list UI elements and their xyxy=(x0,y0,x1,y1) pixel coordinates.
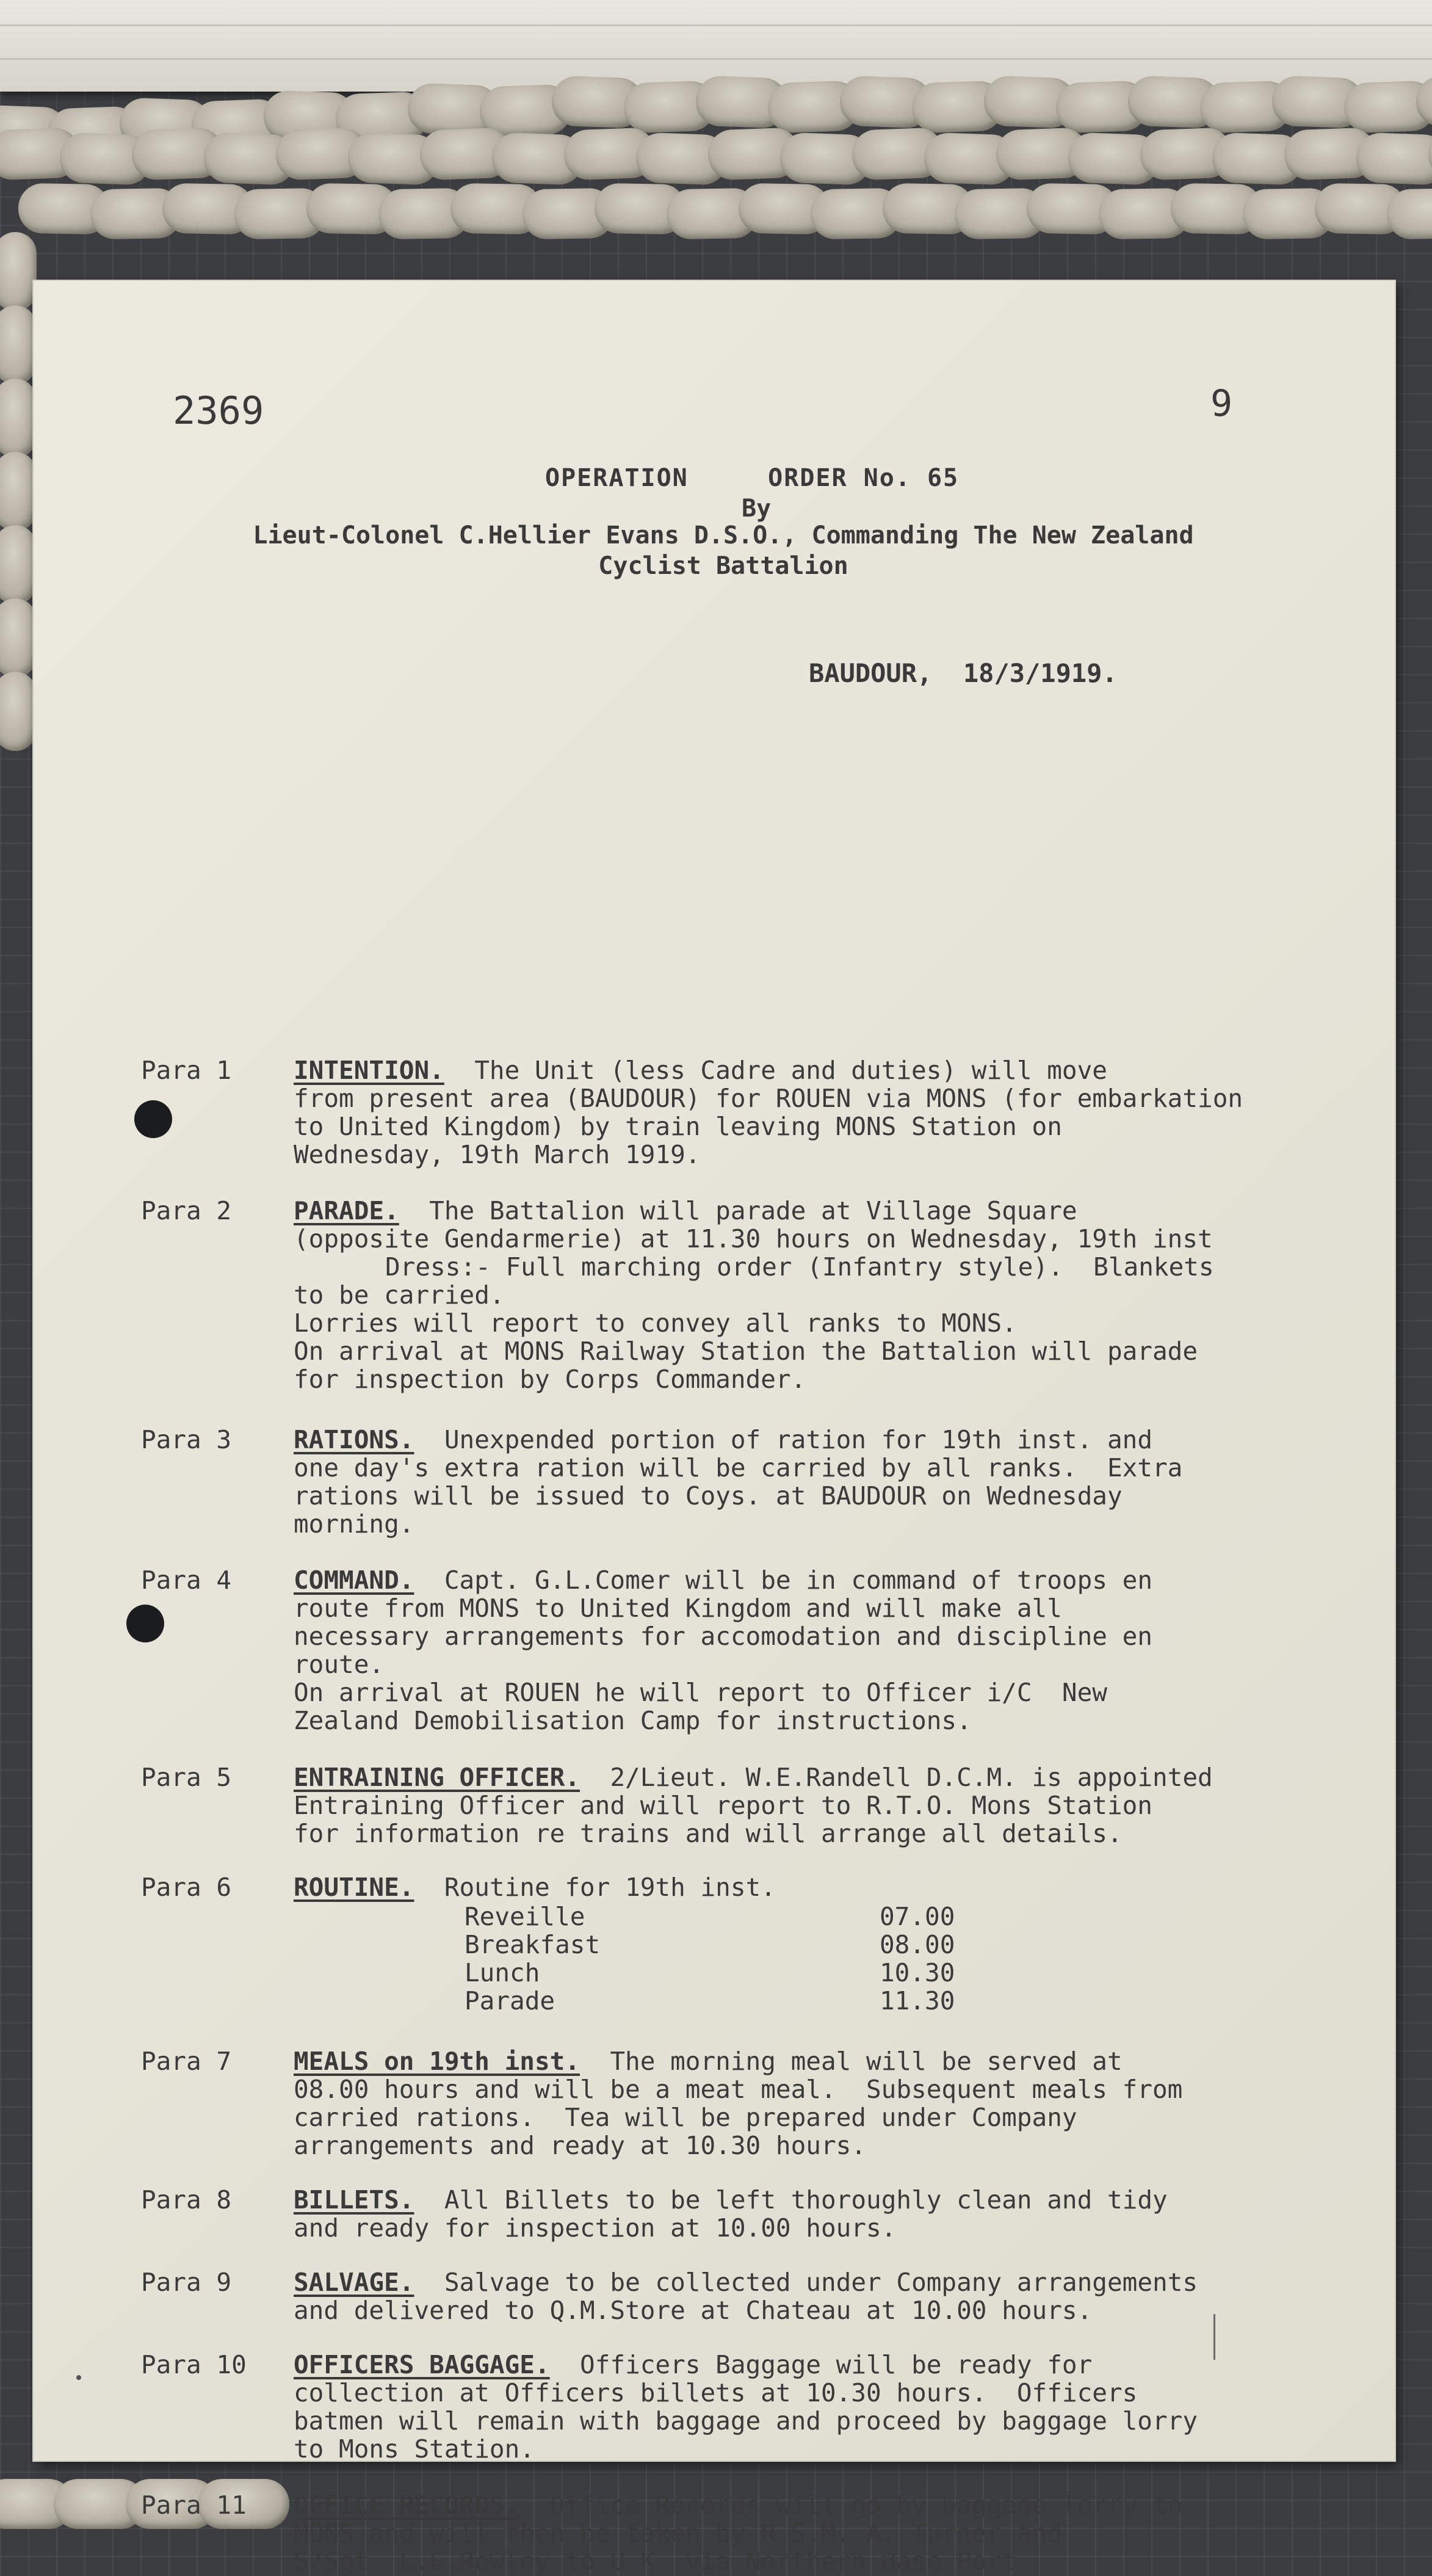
paragraph-heading: BILLETS. xyxy=(294,2185,414,2215)
paragraph-line xyxy=(294,2075,1362,2103)
paragraph xyxy=(141,2268,1362,2324)
paragraph-text: morning. xyxy=(294,1509,414,1539)
paragraph-text: MONS and will then be taken by R.S.M. A. Turner and xyxy=(294,2519,1062,2548)
paragraph-number: Para 6 xyxy=(141,1873,232,1902)
paragraph-line xyxy=(294,2132,1362,2160)
paragraph-body xyxy=(294,1566,1362,1735)
paragraph-number: Para 9 xyxy=(141,2268,232,2297)
paragraph xyxy=(141,1873,1362,2015)
paragraph-body xyxy=(294,2268,1362,2324)
paragraph xyxy=(141,1197,1362,1393)
cord-bead xyxy=(0,305,37,385)
paragraph-line xyxy=(294,2491,1362,2519)
paragraph-number: Para 7 xyxy=(141,2047,232,2076)
paragraph-line xyxy=(294,1763,1362,1791)
margin-mark xyxy=(1213,2314,1215,2360)
cord-bead xyxy=(0,379,37,458)
paragraph-body xyxy=(294,1056,1362,1169)
paragraph-line xyxy=(294,1707,1362,1735)
cord-bead xyxy=(0,525,37,604)
paragraph-line xyxy=(294,1594,1362,1622)
paragraph-text: carried rations. Tea will be prepared under Company xyxy=(294,2103,1077,2132)
paragraph-text: for inspection by Corps Commander. xyxy=(294,1365,806,1394)
cord-bead xyxy=(0,232,37,311)
paragraph-text: On arrival at ROUEN he will report to Officer i/C New xyxy=(294,1678,1107,1707)
paragraph-text: to Mons Station. xyxy=(294,2434,535,2464)
paragraph-text: 08.00 hours and will be a meat meal. Subsequent meals from xyxy=(294,2075,1183,2104)
paragraph-line xyxy=(294,1622,1362,1650)
schedule-event: Lunch xyxy=(465,1958,540,1987)
paragraph-line xyxy=(294,2435,1362,2463)
paragraph-line xyxy=(294,1141,1362,1169)
paragraph-text: Wednesday, 19th March 1919. xyxy=(294,1140,701,1169)
paragraph-line xyxy=(294,1510,1362,1538)
schedule-time: 11.30 xyxy=(880,1986,955,2015)
paragraph-text: necessary arrangements for accomodation and discipline en xyxy=(294,1622,1152,1651)
paragraph-body xyxy=(294,1763,1362,1848)
paragraph-text: Office Records will go by baggage lorry to xyxy=(549,2491,1183,2520)
paragraph-text: and delivered to Q.M.Store at Chateau at 10.00 hours. xyxy=(294,2296,1093,2325)
paragraph-number: Para 4 xyxy=(141,1566,232,1595)
paragraph-number: Para 3 xyxy=(141,1425,232,1454)
paragraph xyxy=(141,2351,1362,2463)
paragraph xyxy=(141,2491,1362,2575)
cord-bead xyxy=(0,452,37,531)
schedule-time: 10.30 xyxy=(880,1958,955,1987)
paragraph xyxy=(141,1426,1362,1538)
paragraph-heading: SALVAGE. xyxy=(294,2268,414,2297)
paragraph xyxy=(141,1566,1362,1735)
paragraph-number: Para 5 xyxy=(141,1763,232,1792)
cord-bead xyxy=(0,598,37,678)
paragraph-heading: OFFICE RECORDS. xyxy=(294,2491,520,2520)
paragraph-body xyxy=(294,2491,1362,2575)
paragraph-line xyxy=(294,2047,1362,2075)
paragraph-line xyxy=(294,1056,1362,1084)
paragraph-text: arrangements and ready at 10.30 hours. xyxy=(294,2131,866,2160)
speck xyxy=(76,2375,81,2380)
paragraph-body xyxy=(294,1426,1362,1538)
paragraph-line xyxy=(294,1820,1362,1848)
archive-number: 2369 xyxy=(173,388,264,433)
schedule-event: Parade xyxy=(465,1986,555,2015)
schedule-event: Breakfast xyxy=(465,1930,601,1959)
schedule-row xyxy=(465,1903,1362,1931)
paragraph-line xyxy=(294,1309,1362,1337)
paragraph-number: Para 1 xyxy=(141,1056,232,1085)
paragraph-text: route from MONS to United Kingdom and will make all xyxy=(294,1594,1062,1623)
paragraph-line xyxy=(294,2268,1362,2296)
paragraph-text: 2/Lieut. W.E.Randell D.C.M. is appointed xyxy=(610,1763,1213,1792)
paragraph-text: collection at Officers billets at 10.30 hours. Officers xyxy=(294,2378,1138,2407)
paragraph xyxy=(141,1763,1362,1848)
commander-line xyxy=(143,520,1303,581)
paragraph-text: Dress:- Full marching order (Infantry style). Blankets xyxy=(385,1252,1214,1282)
paragraph-body xyxy=(294,2351,1362,2463)
paragraph-heading: ENTRAINING OFFICER. xyxy=(294,1763,580,1792)
paragraph-text: Zealand Demobilisation Camp for instructions. xyxy=(294,1706,972,1735)
paragraph-text: for information re trains and will arrange all details. xyxy=(294,1819,1123,1848)
place-and-date: BAUDOUR, 18/3/1919. xyxy=(809,658,1118,688)
paragraph xyxy=(141,2047,1362,2160)
paragraph-body xyxy=(294,2047,1362,2160)
paragraph-line xyxy=(294,2547,1362,2575)
paragraph-text: (opposite Gendarmerie) at 11.30 hours on Wednesday, 19th inst xyxy=(294,1224,1213,1254)
schedule-row xyxy=(465,1959,1362,1987)
paragraph-line xyxy=(294,2519,1362,2547)
paragraph-text: S/Sgt. L.E.Rowley to U.K. via Northern Base Port. xyxy=(294,2547,1032,2576)
paragraph-line xyxy=(294,1791,1362,1820)
schedule-time: 07.00 xyxy=(880,1902,955,1931)
paragraph-text: The Unit (less Cadre and duties) will move xyxy=(474,1056,1107,1085)
document-title: OPERATION ORDER No. 65 xyxy=(545,464,960,492)
paragraph-line xyxy=(294,1112,1362,1141)
paragraph-text: All Billets to be left thoroughly clean and tidy xyxy=(444,2185,1168,2215)
paragraph-line xyxy=(294,1454,1362,1482)
paragraph-line xyxy=(294,1426,1362,1454)
paragraph-number: Para 10 xyxy=(141,2350,247,2379)
paragraph-line xyxy=(294,1678,1362,1707)
schedule-event: Reveille xyxy=(465,1902,585,1931)
paragraph-text: route. xyxy=(294,1650,385,1679)
paragraph-text: rations will be issued to Coys. at BAUDOUR on Wednesday xyxy=(294,1481,1123,1511)
paragraph-line xyxy=(294,1873,1362,1901)
paragraph-line xyxy=(294,1365,1362,1393)
paragraph-text: The Battalion will parade at Village Square xyxy=(429,1196,1077,1225)
page-number: 9 xyxy=(1210,382,1233,425)
paragraph-number: Para 2 xyxy=(141,1196,232,1225)
schedule-row xyxy=(465,1931,1362,1959)
routine-schedule xyxy=(465,1903,1362,2015)
paragraph-heading: PARADE. xyxy=(294,1196,399,1225)
paragraph-body xyxy=(294,1197,1362,1393)
paragraph-text: and ready for inspection at 10.00 hours. xyxy=(294,2213,897,2243)
paragraph-text: from present area (BAUDOUR) for ROUEN via MONS (for embarkation xyxy=(294,1084,1243,1113)
paragraph-line xyxy=(294,2296,1362,2324)
paragraph-line xyxy=(294,2186,1362,2214)
paragraph-line xyxy=(294,2103,1362,2132)
paragraph-heading: MEALS on 19th inst. xyxy=(294,2047,580,2076)
paragraph-line xyxy=(294,1084,1362,1112)
paragraph-line xyxy=(294,1253,1362,1281)
paragraph-line xyxy=(294,2379,1362,2407)
paragraph-heading: ROUTINE. xyxy=(294,1873,414,1902)
by-line: By xyxy=(742,495,772,523)
paragraph-text: to United Kingdom) by train leaving MONS Station on xyxy=(294,1112,1062,1141)
paragraph-text: Entraining Officer and will report to R.T.O. Mons Station xyxy=(294,1791,1152,1820)
paragraph-line xyxy=(294,1337,1362,1365)
paragraph-heading: OFFICERS BAGGAGE. xyxy=(294,2350,550,2379)
paragraph xyxy=(141,1056,1362,1169)
paragraph xyxy=(141,2186,1362,2242)
paragraph-text: Lorries will report to convey all ranks to MONS. xyxy=(294,1308,1017,1338)
cord-bead xyxy=(0,672,37,751)
paragraph-body xyxy=(294,2186,1362,2242)
paragraph-body xyxy=(294,1873,1362,2015)
commander-line-2: Cyclist Battalion xyxy=(598,552,848,580)
paragraph-text: to be carried. xyxy=(294,1280,505,1310)
paragraph-line xyxy=(294,1225,1362,1253)
paragraph-text: batmen will remain with baggage and proceed by baggage lorry xyxy=(294,2406,1198,2436)
paragraph-number: Para 11 xyxy=(141,2491,247,2520)
schedule-row xyxy=(465,1987,1362,2015)
paragraph-text: one day's extra ration will be carried by all ranks. Extra xyxy=(294,1453,1183,1482)
paragraph-line xyxy=(294,2214,1362,2242)
paragraph-line xyxy=(294,2407,1362,2435)
cord-bead xyxy=(1356,132,1432,185)
paragraph-line xyxy=(294,1197,1362,1225)
paragraph-text: Salvage to be collected under Company arrangements xyxy=(444,2268,1198,2297)
paragraph-text: Unexpended portion of ration for 19th inst. and xyxy=(444,1425,1153,1454)
document-page xyxy=(34,281,1395,2576)
paragraph-text: Officers Baggage will be ready for xyxy=(580,2350,1093,2379)
commander-line-1: Lieut-Colonel C.Hellier Evans D.S.O., Commanding The New Zealand xyxy=(253,521,1194,550)
paragraph-line xyxy=(294,1482,1362,1510)
paragraph-heading: INTENTION. xyxy=(294,1056,444,1085)
paragraph-heading: COMMAND. xyxy=(294,1566,414,1595)
paragraph-text: Routine for 19th inst. xyxy=(444,1873,776,1902)
paragraph-text: Capt. G.L.Comer will be in command of troops en xyxy=(444,1566,1153,1595)
paragraph-number: Para 8 xyxy=(141,2185,232,2215)
paragraph-text: The morning meal will be served at xyxy=(610,2047,1123,2076)
paragraph-line xyxy=(294,1650,1362,1678)
paragraph-line xyxy=(294,1281,1362,1309)
paragraph-line xyxy=(294,2351,1362,2379)
schedule-time: 08.00 xyxy=(880,1930,955,1959)
paragraph-heading: RATIONS. xyxy=(294,1425,414,1454)
paragraph-line xyxy=(294,1566,1362,1594)
paragraph-text: On arrival at MONS Railway Station the Battalion will parade xyxy=(294,1337,1198,1366)
